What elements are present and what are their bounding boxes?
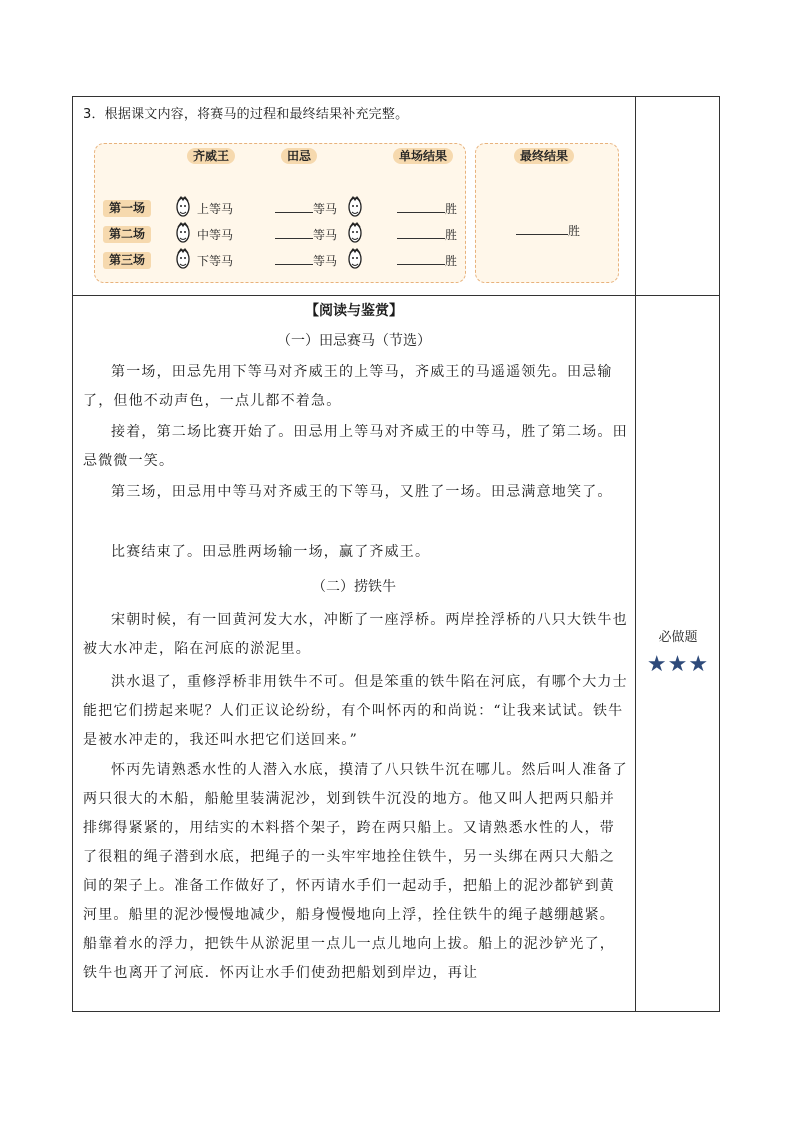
result-suffix: 胜	[445, 228, 458, 242]
blank-field[interactable]	[275, 226, 313, 239]
paragraph: 第三场，田忌用中等马对齐威王的下等马，又胜了一场。田忌满意地笑了。	[111, 484, 613, 500]
paragraph: 怀丙先请熟悉水性的人潜入水底，摸清了八只铁牛沉在哪儿。然后叫人准备了两只很大的木船，船舱里装满泥沙，划到铁牛沉没的地方。他又叫人把两只船并排绑得紧紧的，用结实的木料搭个架子，跨在两只船上。又请熟悉水性的人，带了很粗的绳子潜到水底，把绳子的一头牢牢地拴住铁牛，另一头绑在两只大船之间的架子上。准备工作做好了，怀丙请水手们一起动手，把船上的泥沙都铲到黄河里。船里的泥沙慢慢地减少，船身慢慢地向上浮，拴住铁牛的绳子越绷越紧。船靠着水的浮力，把铁牛从淤泥里一点儿一点儿地向上拔。船上的泥沙铲光了，铁牛也离开了河底．怀丙让水手们使劲把船划到岸边，再让	[83, 762, 628, 981]
row-label-3: 第三场	[103, 252, 151, 269]
paragraph: 宋朝时候，有一回黄河发大水，冲断了一座浮桥。两岸拴浮桥的八只大铁牛也被大水冲走，陷在河底的淤泥里。	[83, 612, 628, 657]
worksheet-table	[72, 96, 720, 1012]
horse-icon	[175, 248, 191, 270]
final-result	[516, 222, 580, 239]
paragraph: 洪水退了，重修浮桥非用铁牛不可。但是笨重的铁牛陷在河底，有哪个大力士能把它们捞起来呢？人们正议论纷纷，有个叫怀丙的和尚说：“让我来试试。铁牛是被水冲走的，我还叫水把它们送回来。”	[83, 674, 628, 748]
final-result-panel	[475, 143, 619, 283]
row-label-1: 第一场	[103, 200, 151, 217]
paragraph: 接着，第二场比赛开始了。田忌用上等马对齐威王的中等马，胜了第二场。田忌微微一笑。	[83, 424, 628, 469]
header-single-result: 单场结果	[393, 148, 453, 164]
blank-field[interactable]	[397, 200, 445, 213]
king-horse-2: 中等马	[197, 228, 234, 242]
row-label-2: 第二场	[103, 226, 151, 243]
required-label: 必做题	[658, 630, 698, 645]
column-divider	[635, 97, 636, 1011]
tianji-horse-2	[275, 226, 337, 243]
tianji-suffix: 等马	[313, 228, 338, 242]
paragraph: 第一场，田忌先用下等马对齐威王的上等马，齐威王的马遥遥领先。田忌输了，但他不动声色，一点儿都不着急。	[83, 364, 613, 409]
horse-icon	[175, 196, 191, 218]
king-horse-1: 上等马	[197, 202, 234, 216]
result-3	[397, 252, 457, 269]
horse-icon	[175, 222, 191, 244]
horse-icon	[347, 222, 363, 244]
final-suffix: 胜	[568, 224, 581, 238]
header-king: 齐威王	[187, 148, 235, 164]
result-2	[397, 226, 457, 243]
horse-icon	[347, 196, 363, 218]
header-tianji: 田忌	[281, 148, 317, 164]
blank-field[interactable]	[397, 252, 445, 265]
section-title: 【阅读与鉴赏】	[305, 303, 403, 319]
row-divider	[73, 295, 719, 296]
tianji-suffix: 等马	[313, 202, 338, 216]
tianji-suffix: 等马	[313, 254, 338, 268]
question-3-text: 3．根据课文内容，将赛马的过程和最终结果补充完整。	[83, 107, 409, 122]
result-suffix: 胜	[445, 202, 458, 216]
paragraph: 比赛结束了。田忌胜两场输一场，赢了齐威王。	[111, 544, 431, 560]
blank-field[interactable]	[275, 200, 313, 213]
king-horse-3: 下等马	[197, 254, 234, 268]
passage-2-title: （二）捞铁牛	[312, 579, 396, 595]
blank-field[interactable]	[397, 226, 445, 239]
tianji-horse-1	[275, 200, 337, 217]
result-1	[397, 200, 457, 217]
horse-icon	[347, 248, 363, 270]
passage-1-title: （一）田忌赛马（节选）	[277, 333, 431, 349]
star-rating: ★★★	[646, 652, 710, 677]
result-suffix: 胜	[445, 254, 458, 268]
header-final-result: 最终结果	[514, 148, 574, 164]
blank-field[interactable]	[275, 252, 313, 265]
race-process-panel	[94, 143, 466, 283]
tianji-horse-3	[275, 252, 337, 269]
blank-field[interactable]	[516, 222, 568, 235]
